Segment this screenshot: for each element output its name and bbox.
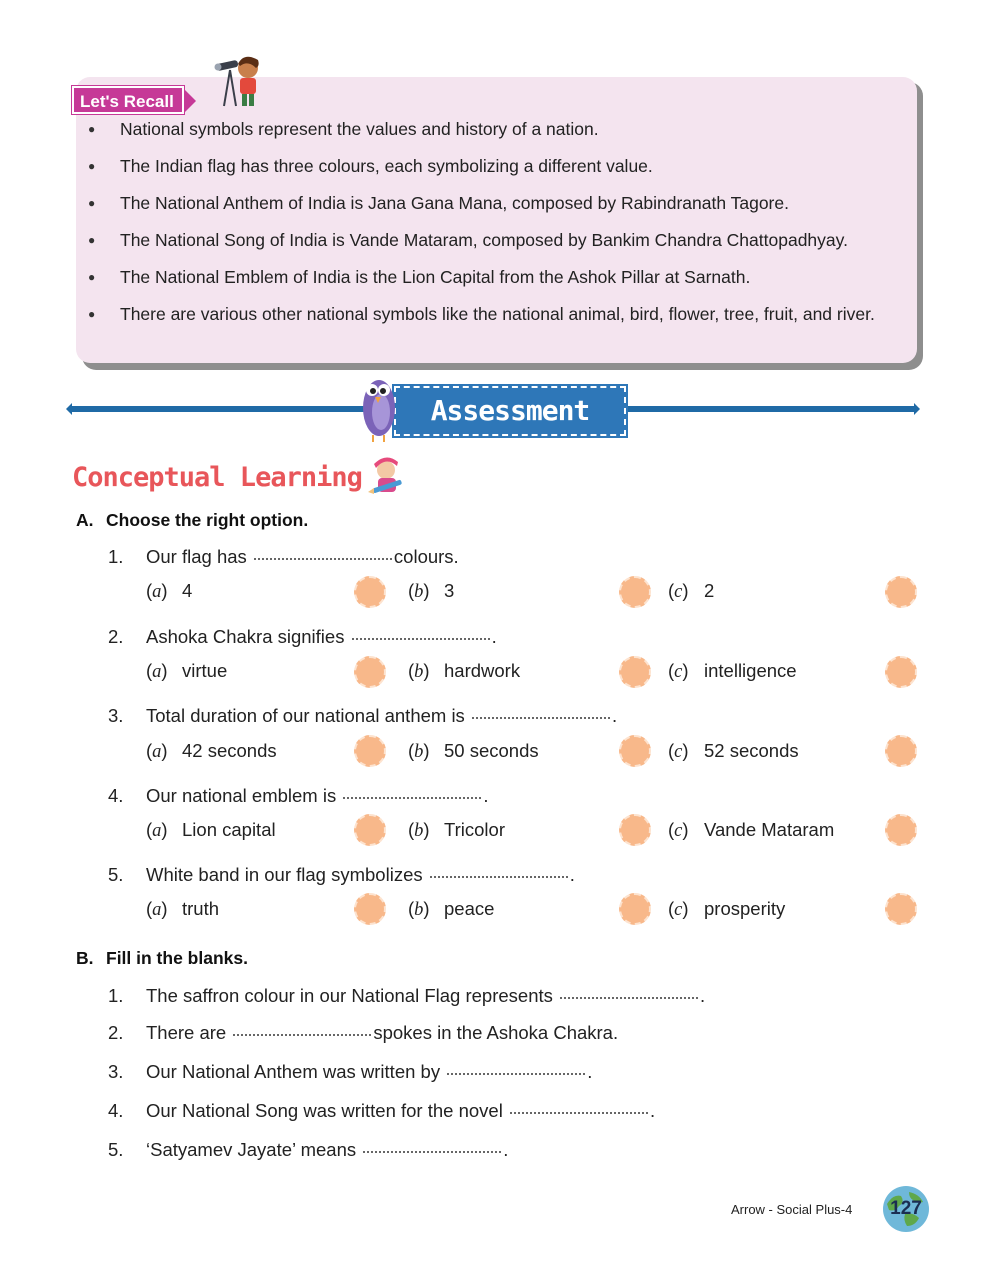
answer-blank[interactable] bbox=[254, 558, 392, 560]
book-title: Arrow - Social Plus-4 bbox=[731, 1202, 853, 1217]
part-a-title: A. Choose the right option. bbox=[76, 510, 309, 530]
question-row: 1. Our flag has colours. bbox=[108, 546, 459, 567]
answer-circle[interactable] bbox=[885, 656, 917, 688]
recall-item: ● National symbols represent the values and history of a nation. bbox=[88, 118, 906, 140]
option: (a) Lion capital bbox=[146, 819, 276, 841]
answer-blank[interactable] bbox=[472, 717, 610, 719]
option: (a) truth bbox=[146, 898, 220, 920]
answer-circle[interactable] bbox=[354, 735, 386, 767]
option: (b) 50 seconds bbox=[408, 740, 539, 762]
blank-row: 1. The saffron colour in our National Flag represents . bbox=[108, 985, 706, 1006]
answer-circle[interactable] bbox=[619, 656, 651, 688]
blank-row: 5. ‘Satyamev Jayate’ means . bbox=[108, 1139, 509, 1160]
question-row: 3. Total duration of our national anthem is . bbox=[108, 705, 618, 726]
question-row: 2. Ashoka Chakra signifies . bbox=[108, 626, 497, 647]
section-heading: Conceptual Learning bbox=[72, 462, 362, 493]
answer-blank[interactable] bbox=[363, 1151, 501, 1153]
bird-mascot-icon bbox=[357, 372, 403, 444]
answer-circle[interactable] bbox=[354, 576, 386, 608]
assessment-banner: Assessment bbox=[394, 386, 626, 436]
girl-pencil-icon bbox=[366, 456, 410, 498]
answer-circle[interactable] bbox=[619, 893, 651, 925]
answer-circle[interactable] bbox=[885, 576, 917, 608]
answer-blank[interactable] bbox=[343, 797, 481, 799]
option: (c) 2 bbox=[668, 580, 715, 602]
answer-blank[interactable] bbox=[352, 638, 490, 640]
recall-tag: Let's Recall bbox=[72, 86, 184, 114]
answer-blank[interactable] bbox=[233, 1034, 371, 1036]
option: (c) 52 seconds bbox=[668, 740, 799, 762]
answer-blank[interactable] bbox=[430, 876, 568, 878]
recall-list bbox=[88, 118, 906, 340]
blank-row: 4. Our National Song was written for the novel . bbox=[108, 1100, 656, 1121]
option: (a) 42 seconds bbox=[146, 740, 277, 762]
option: (b) 3 bbox=[408, 580, 455, 602]
question-row: 5. White band in our flag symbolizes . bbox=[108, 864, 575, 885]
globe-icon bbox=[883, 1186, 929, 1232]
option: (a) 4 bbox=[146, 580, 193, 602]
recall-item: ● The National Song of India is Vande Mataram, composed by Bankim Chandra Chattopadhyay. bbox=[88, 229, 906, 251]
option: (b) peace bbox=[408, 898, 495, 920]
recall-item: ● The Indian flag has three colours, each symbolizing a different value. bbox=[88, 155, 906, 177]
kid-telescope-icon bbox=[214, 52, 270, 108]
blank-row: 2. There are spokes in the Ashoka Chakra. bbox=[108, 1022, 619, 1043]
option: (c) prosperity bbox=[668, 898, 786, 920]
recall-item: ● The National Anthem of India is Jana Gana Mana, composed by Rabindranath Tagore. bbox=[88, 192, 906, 214]
part-b-title: B. Fill in the blanks. bbox=[76, 948, 248, 968]
page-number: 127 bbox=[890, 1198, 922, 1219]
answer-circle[interactable] bbox=[354, 656, 386, 688]
answer-circle[interactable] bbox=[885, 814, 917, 846]
answer-circle[interactable] bbox=[354, 893, 386, 925]
question-row: 4. Our national emblem is . bbox=[108, 785, 489, 806]
answer-blank[interactable] bbox=[447, 1073, 585, 1075]
option: (b) Tricolor bbox=[408, 819, 505, 841]
blank-row: 3. Our National Anthem was written by . bbox=[108, 1061, 593, 1082]
answer-circle[interactable] bbox=[885, 735, 917, 767]
answer-circle[interactable] bbox=[354, 814, 386, 846]
option: (b) hardwork bbox=[408, 660, 521, 682]
answer-circle[interactable] bbox=[619, 814, 651, 846]
recall-item: ● The National Emblem of India is the Lion Capital from the Ashok Pillar at Sarnath. bbox=[88, 266, 906, 288]
option: (a) virtue bbox=[146, 660, 228, 682]
answer-blank[interactable] bbox=[560, 997, 698, 999]
recall-item: ● There are various other national symbols like the national animal, bird, flower, tree, fruit, and river. bbox=[88, 303, 906, 325]
option: (c) intelligence bbox=[668, 660, 797, 682]
answer-circle[interactable] bbox=[885, 893, 917, 925]
answer-circle[interactable] bbox=[619, 576, 651, 608]
option: (c) Vande Mataram bbox=[668, 819, 835, 841]
answer-blank[interactable] bbox=[510, 1112, 648, 1114]
answer-circle[interactable] bbox=[619, 735, 651, 767]
